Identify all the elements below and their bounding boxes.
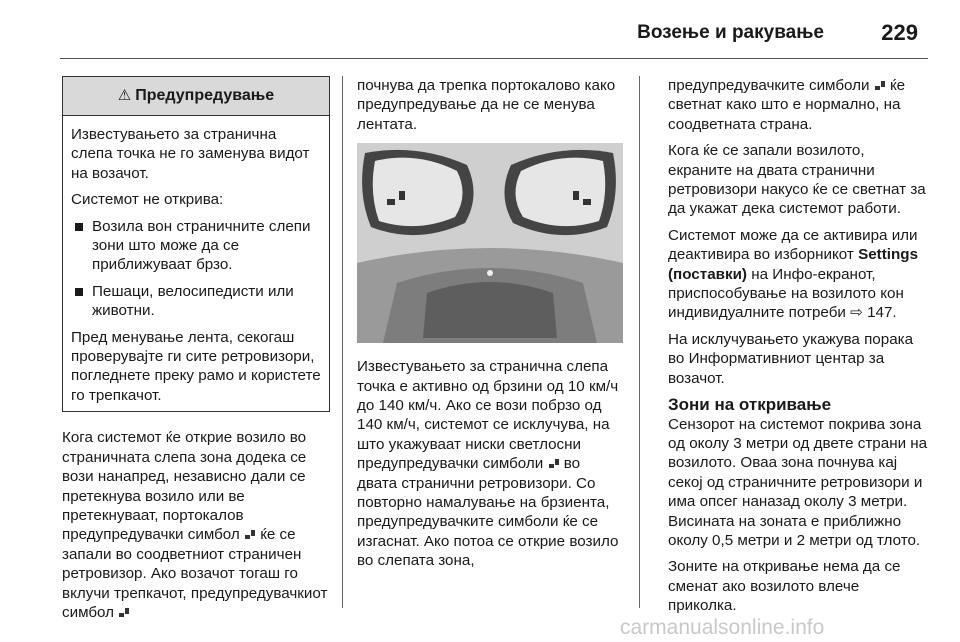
header-rule (60, 58, 928, 59)
blind-spot-icon (118, 607, 130, 619)
body-text: Кога системот ќе открие возило во страничната слепа зона додека се вози нанапред, независно дали се претекнува возило или ве претекнуваат, портокалов предупредувачки симбол (62, 429, 307, 544)
warning-bullet (71, 282, 321, 321)
column-2 (357, 76, 623, 578)
bullet-square-icon (75, 288, 83, 296)
settings-menu-label: Settings (поставки) (668, 246, 919, 283)
page-number: 229 (881, 20, 918, 45)
body-text: на Инфо-екранот, приспособување на возилото кон индивидуалните потреби (668, 265, 904, 322)
body-text: предупредувачките симболи (668, 77, 870, 94)
body-paragraph (357, 357, 623, 570)
page-header (60, 0, 928, 60)
body-text: Системот може да се активира или деактивира во изборникот (668, 226, 918, 264)
blind-spot-icon (244, 529, 256, 541)
body-paragraph: почнува да трепка портокалово како предупредување да не се менува лентата. (357, 77, 616, 133)
mirror-illustration-drawing (357, 143, 623, 343)
bullet-square-icon (75, 223, 83, 231)
column-3 (668, 76, 930, 623)
watermark: carmanualsonline.info (620, 616, 825, 639)
body-paragraph: Кога ќе се запали возилото, екраните на двата странични ретровизори накусо ќе се светнат за да укажат дека системот работи. (668, 142, 926, 218)
blind-spot-icon (548, 458, 560, 470)
body-paragraph (668, 226, 930, 323)
body-paragraph (668, 76, 930, 134)
mirror-illustration (357, 143, 623, 343)
warning-title: Предупредување (135, 87, 275, 104)
body-text: ќе светнат како што е нормално, на соодветната страна. (668, 77, 906, 133)
page-reference: 147. (867, 304, 897, 322)
column-divider (639, 76, 640, 608)
body-paragraph (62, 428, 330, 622)
warning-bullet-text: Пешаци, велосипедисти или животни. (92, 282, 294, 320)
column-1 (62, 76, 330, 629)
warning-bullet-text: Возила вон страничните слепи зони што може да се приближуваат брзо. (92, 217, 311, 274)
blind-spot-icon (874, 80, 886, 92)
warning-header (63, 77, 329, 116)
page-ref-arrow-icon: ⇨ (850, 304, 863, 322)
warning-paragraph: Пред менување лента, секогаш проверувајте ги сите ретровизори, погледнете преку рамо и користете го трепкачот. (71, 328, 321, 404)
warning-triangle-icon: ⚠ (117, 87, 132, 104)
warning-box (62, 76, 330, 412)
body-paragraph: Сензорот на системот покрива зона од околу 3 метри од двете страни на возилото. Оваа зона почнува кај секој од страничните ретровизори и има опсег наназад околу 3 метри. Висината на зоната е приближно околу 0,5 метри и 2 метри од тлото. (668, 415, 928, 549)
body-text: во двата странични ретровизори. Со повторно намалување на брзиента, предупредувачките симболи ќе се изгаснат. Ако потоа се открие возило во слепата зона, (357, 455, 619, 570)
body-paragraph: Зоните на откривање нема да се сменат ако возилото влече приколка. (668, 558, 901, 615)
warning-paragraph: Системот не открива: (71, 191, 224, 209)
body-text: ќе се запали во соодветниот страничен ретровизор. Ако возачот тогаш го вклучи трепкачот, предупредувачкиот симбол (62, 526, 328, 621)
section-heading: Зони на откривање (668, 395, 832, 415)
column-divider (342, 76, 343, 608)
warning-body (63, 116, 329, 411)
warning-paragraph: Известувањето за странична слепа точка не го заменува видот на возачот. (71, 126, 310, 182)
warning-bullet (71, 217, 321, 275)
body-text: Известувањето за странична слепа точка е активно од брзини од 10 км/ч до 140 км/ч. Ако се вози побрзо од 140 км/ч, системот се исклучува, на што укажуваат ниски светлосни предупредувачки симболи (357, 358, 619, 473)
page-header-title: Возење и ракување (637, 22, 824, 43)
body-paragraph: На исклучувањето укажува порака во Информативниот центар за возачот. (668, 330, 914, 387)
